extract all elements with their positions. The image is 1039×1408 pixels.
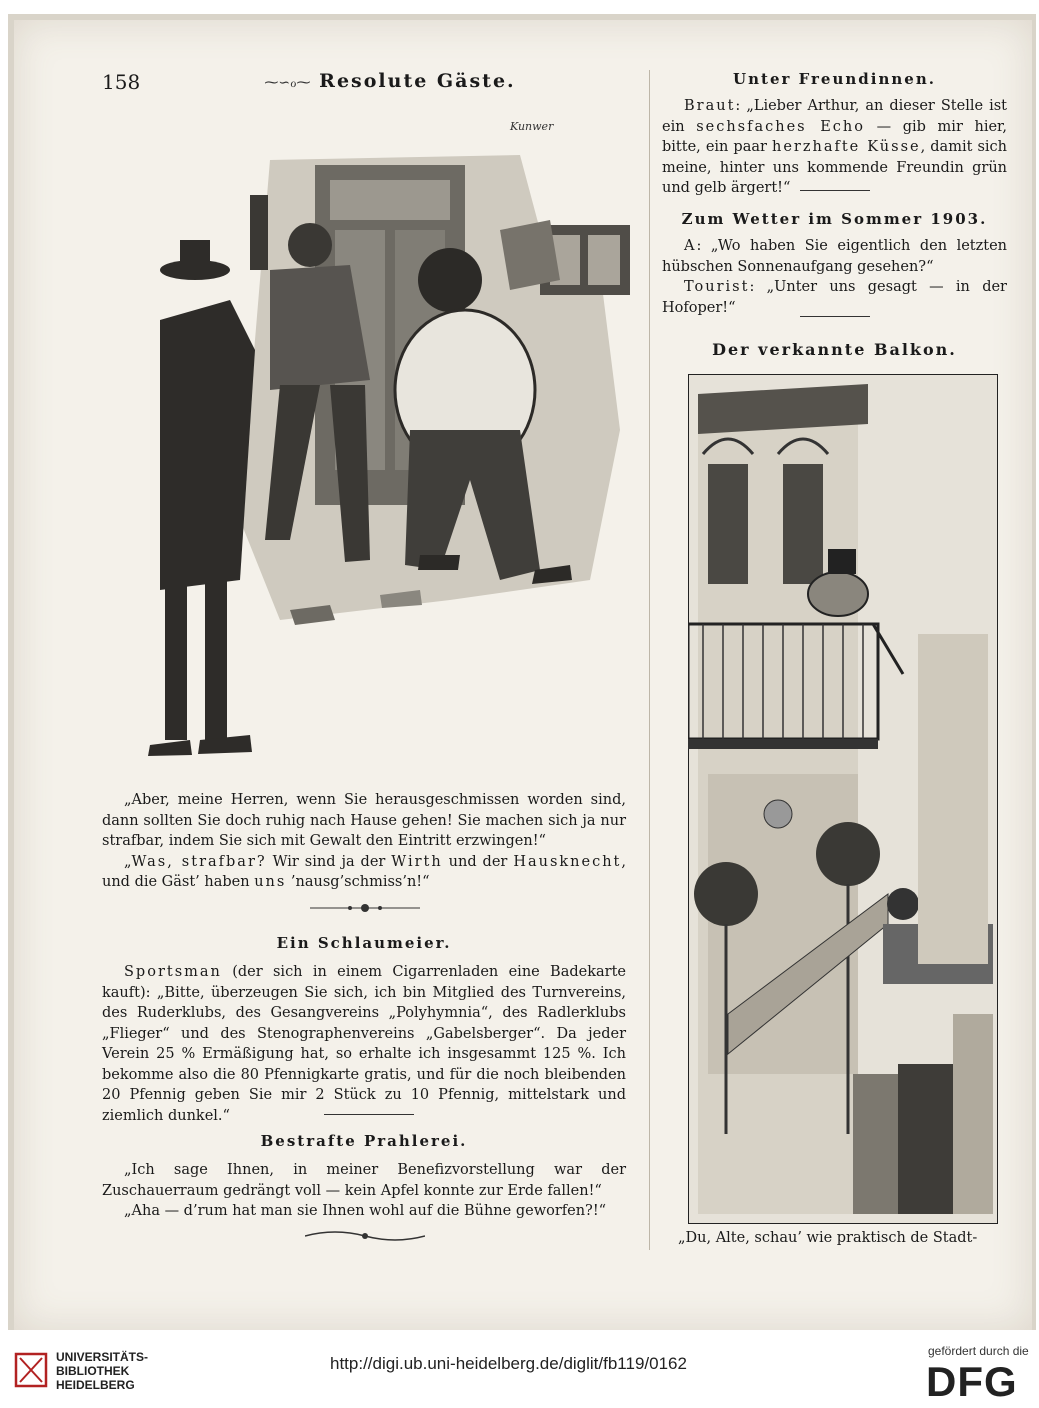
caption-em-4: uns [254, 874, 287, 890]
wetter-tourist-text: : „Unter uns gesagt — in der Hofoper!“ [662, 279, 1007, 316]
library-line-2: BIBLIOTHEK [56, 1364, 130, 1378]
wetter-title: Zum Wetter im Sommer 1903. [681, 210, 988, 228]
dfg-logo: DFG [926, 1358, 1018, 1405]
wetter-a-speaker: A [684, 238, 697, 254]
university-library-logo-icon [12, 1348, 50, 1392]
balkon-title: Der verkannte Balkon. [712, 340, 957, 359]
caption-mid-1: Wir sind ja der [266, 853, 392, 870]
divider-rule-2 [800, 190, 870, 191]
caption-paragraph-1: „Aber, meine Herren, wenn Sie herausgeschmissen worden sind, dann sollten Sie doch ruhig nach Hause gehen! Sie machen sich ja nur strafbar, indem Sie sich mit Gewalt den Eintritt erzwingen!“ [102, 792, 626, 849]
freundinnen-text-b: — gib mir hier, bitte, ein paar [662, 118, 1007, 155]
freundinnen-speaker: Braut [684, 98, 736, 114]
schlaumeier-speaker: Sportsman [124, 964, 222, 980]
caption-em-1: Was, strafbar? [131, 853, 267, 870]
schlaumeier-body: (der sich in einem Cigarrenladen eine Badekarte kauft): „Bitte, überzeugen Sie sich, ich bin Mitglied des Turnvereins, des Ruderklubs, des Gesangvereins „Polyhymnia“, des Radlerklubs „Flieger“ und des Stenographenvereins „Gabelsberger“. Da jeder Verein 25 % Ermäßigung hat, so erhalte ich insgesammt 125 %. Ich bekomme also die 80 Pfennigkarte gratis, und für die noch bleibenden 20 Pfennig geben Sie mir 2 Stück zu 10 Pfennig, mittelstark und ziemlich dunkel.“ [102, 964, 626, 1124]
illustration-balkon [688, 374, 998, 1224]
schlaumeier-title: Ein Schlaumeier. [276, 934, 452, 952]
caption-em-2: Wirth [391, 853, 443, 870]
divider-ornament [310, 898, 420, 918]
prahlerei-text [102, 1160, 626, 1222]
caption-mid-2: und der [442, 853, 514, 870]
prahlerei-title: Bestrafte Prahlerei. [260, 1132, 468, 1150]
library-name [56, 1350, 148, 1392]
page-number: 158 [102, 70, 141, 94]
wetter-tourist-speaker: Tourist [684, 279, 750, 295]
library-line-3: HEIDELBERG [56, 1378, 135, 1392]
left-caption [102, 790, 626, 893]
balkon-caption: „Du, Alte, schau’ wie praktisch de Stadt- [678, 1230, 978, 1246]
caption-quote-open: „ [124, 853, 132, 870]
freundinnen-em-2: herzhafte Küsse [771, 139, 921, 155]
freundinnen-text-a: : „Lieber Arthur, an dieser Stelle ist ein [662, 98, 1007, 135]
freundinnen-em-1: sechsfaches Echo [696, 118, 865, 135]
wetter-paragraph-t [662, 277, 1007, 318]
ornament-left: ⁓∽ℴ⁓ [264, 75, 311, 91]
wetter-text [662, 236, 1007, 318]
caption-end: ’nausg’schmiss’n!“ [286, 874, 430, 890]
freundinnen-title: Unter Freundinnen. [733, 70, 936, 88]
end-ornament [305, 1228, 425, 1244]
wetter-paragraph-a [662, 236, 1007, 277]
schlaumeier-text [102, 962, 626, 1126]
freundinnen-text-c: , damit sich meine, hinter uns kommende Freundin grün und gelb ärgert!“ [662, 139, 1007, 196]
source-url-link[interactable]: http://digi.ub.uni-heidelberg.de/diglit/fb119/0162 [330, 1354, 687, 1373]
column-divider [649, 70, 650, 1250]
divider-rule-3 [800, 316, 870, 317]
caption-mid-3: , und die Gäst’ haben [102, 853, 626, 890]
left-title-text: Resolute Gäste. [319, 70, 516, 92]
freundinnen-text [662, 96, 1007, 199]
prahlerei-paragraph-2: „Aha — d’rum hat man sie Ihnen wohl auf die Bühne geworfen?!“ [124, 1203, 607, 1219]
caption-em-3: Hausknecht [513, 853, 622, 870]
funded-by-label: gefördert durch die [928, 1344, 1029, 1358]
caption-paragraph-2 [102, 852, 626, 893]
schlaumeier-paragraph [102, 962, 626, 1126]
illustration-signature: Kunwer [510, 120, 554, 133]
prahlerei-paragraph-1: „Ich sage Ihnen, in meiner Benefizvorstellung war der Zuschauerraum gedrängt voll — kein Apfel konnte zur Erde fallen!“ [102, 1162, 626, 1199]
wetter-a-text: : „Wo haben Sie eigentlich den letzten hübschen Sonnenaufgang gesehen?“ [662, 238, 1007, 275]
library-line-1: UNIVERSITÄTS- [56, 1350, 149, 1364]
freundinnen-paragraph [662, 96, 1007, 199]
divider-rule-1 [324, 1114, 414, 1115]
illustration-resolute-gaeste [120, 100, 640, 760]
footer-bar [0, 1330, 1039, 1408]
